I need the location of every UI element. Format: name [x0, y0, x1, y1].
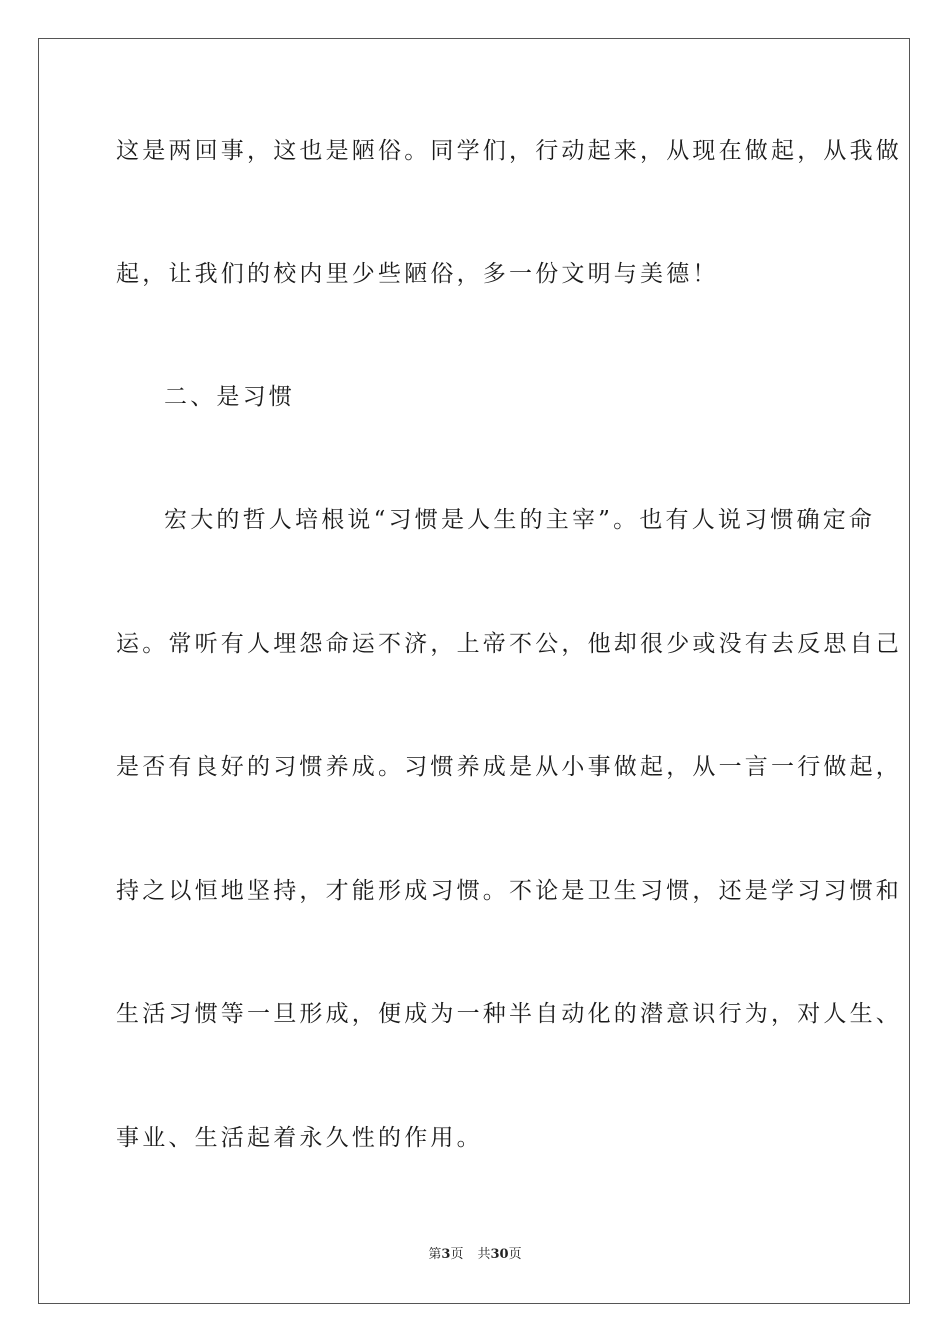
- body-text-line: 运。常听有人埋怨命运不济，上帝不公，他却很少或没有去反思自己: [116, 631, 902, 657]
- page-prefix: 第: [428, 1247, 442, 1262]
- page-frame: [38, 38, 910, 1304]
- body-text-line: 是否有良好的习惯养成。习惯养成是从小事做起，从一言一行做起，: [116, 754, 902, 780]
- page-suffix: 页: [450, 1247, 464, 1262]
- body-text-line: 事业、生活起着永久性的作用。: [116, 1125, 483, 1151]
- body-text-line: 宏大的哲人培根说“习惯是人生的主宰”。也有人说习惯确定命: [164, 507, 876, 533]
- section-heading: 二、是习惯: [164, 384, 295, 410]
- body-text-line: 持之以恒地坚持，才能形成习惯。不论是卫生习惯，还是学习习惯和: [116, 878, 902, 904]
- body-text-line: 这是两回事，这也是陋俗。同学们，行动起来，从现在做起，从我做: [116, 138, 902, 164]
- total-suffix: 页: [508, 1247, 522, 1262]
- body-text-line: 生活习惯等一旦形成，便成为一种半自动化的潜意识行为，对人生、: [116, 1001, 902, 1027]
- total-pages: 30: [490, 1247, 509, 1262]
- page-footer: [0, 1246, 950, 1264]
- page-number: 3: [441, 1247, 451, 1262]
- total-prefix: 共: [477, 1247, 491, 1262]
- body-text-line: 起，让我们的校内里少些陋俗，多一份文明与美德！: [116, 261, 719, 287]
